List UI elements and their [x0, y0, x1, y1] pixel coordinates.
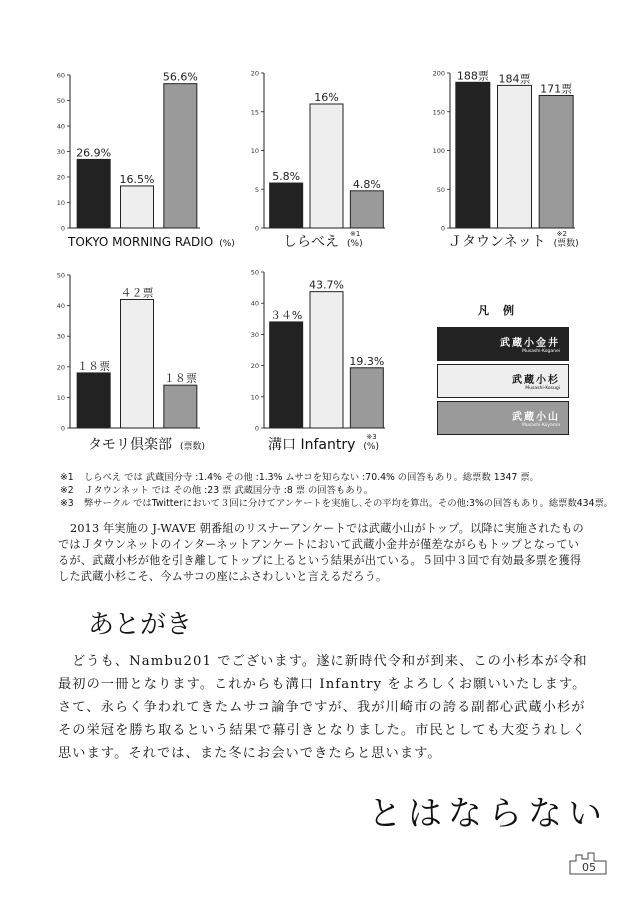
bar: [270, 322, 303, 428]
legend-sublabel: Musashi-Koyama: [522, 423, 560, 428]
y-tick-label: 40: [250, 299, 259, 308]
legend-label: 武蔵小山: [512, 412, 560, 423]
y-tick-label: 50: [56, 271, 65, 280]
legend-item-kosugi: [437, 364, 569, 398]
legend-label: 武蔵小金井: [500, 338, 560, 349]
footnote-text: Ｊタウンネット では その他 :23 票 武蔵国分寺 :8 票 の回答もあり。: [84, 485, 374, 496]
afterword-title: あとがき: [88, 610, 193, 640]
legend: [434, 302, 572, 436]
y-tick-label: 10: [250, 147, 259, 155]
y-tick-label: 50: [56, 97, 65, 105]
y-tick-label: 30: [250, 330, 259, 339]
bar: [539, 95, 573, 228]
data-label: 16.5%: [119, 172, 155, 186]
footnote-3: [60, 497, 614, 510]
page-number: 05: [582, 861, 596, 874]
footnote-text: しらべえ では 武蔵国分寺 :1.4% その他 :1.3% ムサコを知らない :70.4% の回答もあり。総票数 1347 票。: [84, 472, 539, 483]
summary-paragraph: 2013 年実施の J-WAVE 朝番組のリスナーアンケートでは武蔵小山がトップ。以降に実施されたものではＪタウンネットのインターネットアンケートにおいて武蔵小金井が僅差ながらもトップとなっているが、武蔵小杉が他を引き離してトップに上るという結果が出ている。５回中３回で有効最多票を獲得した武蔵小杉こそ、今ムサコの座にふさわしいと言えるだろう。: [58, 522, 584, 583]
y-tick-label: 0: [60, 224, 65, 233]
chart-title: タモリ倶楽部: [88, 437, 172, 453]
y-tick-label: 100: [432, 147, 445, 155]
y-tick-label: 5: [254, 185, 259, 194]
chart-note-mark: ※2: [556, 230, 567, 238]
y-tick-label: 50: [250, 268, 259, 277]
chart-title: 溝口 Infantry: [268, 437, 356, 453]
bar: [77, 373, 110, 428]
y-tick-label: 40: [56, 302, 65, 311]
y-tick-label: 0: [440, 224, 445, 233]
y-tick-label: 10: [56, 393, 65, 402]
legend-label: 武蔵小杉: [512, 375, 560, 386]
bar: [270, 183, 303, 228]
y-tick-label: 10: [250, 393, 259, 402]
y-tick-label: 0: [254, 424, 259, 433]
data-label: 188票: [456, 69, 489, 83]
y-tick-label: 200: [432, 69, 445, 78]
bar: [350, 191, 383, 228]
bar: [121, 299, 154, 428]
bar: [498, 85, 532, 228]
y-tick-label: 60: [56, 71, 65, 80]
data-label: １８票: [163, 372, 197, 386]
bar: [310, 292, 343, 428]
y-tick-label: 0: [60, 424, 65, 433]
chart-note-mark: ※3: [366, 433, 377, 441]
data-label: 171票: [540, 82, 573, 96]
footnote-2: [60, 484, 600, 497]
bar: [121, 186, 154, 228]
footnote-1: [60, 471, 600, 484]
y-tick-label: 50: [436, 185, 445, 194]
data-label: 56.6%: [162, 70, 198, 84]
y-tick-label: 40: [56, 122, 65, 131]
y-tick-label: 150: [432, 108, 445, 117]
y-tick-label: 20: [56, 173, 65, 182]
bar: [310, 104, 343, 228]
legend-sublabel: Musashi-Koganei: [522, 349, 560, 354]
footnote-mark: ※1: [60, 472, 74, 483]
bar: [164, 84, 197, 228]
chart-unit: (%): [347, 239, 363, 249]
data-label: １８票: [77, 359, 111, 373]
afterword-body: どうも、Nambu201 でございます。遂に新時代令和が到来、この小杉本が令和最初の一冊となります。これからも溝口 Infantry をよろしくお願いいたします。さて、永らく争われてきたムサコ論争ですが、我が川崎市の誇る副都心武蔵小杉がその栄冠を勝ち取るという結果で幕引きとなりました。市民としても大変うれしく思います。それでは、また冬にお会いできたらと思います。: [58, 654, 588, 761]
y-tick-label: 20: [250, 69, 259, 78]
page-number-badge: [568, 849, 608, 875]
chart-unit: (%): [363, 442, 379, 452]
data-label: ３４%: [269, 308, 303, 322]
chart-unit: (票数): [553, 239, 579, 249]
bar: [77, 159, 110, 228]
chart-title: Ｊタウンネット: [448, 234, 546, 250]
footnotes: [60, 471, 614, 510]
y-tick-label: 0: [254, 224, 259, 233]
footnote-text: 弊サークル ではTwitterにおいて３回に分けてアンケートを実施し､その平均を算出。その他:3%の回答もあり。総票数434票。: [84, 498, 614, 509]
y-tick-label: 30: [56, 332, 65, 341]
chart-unit: (票数): [180, 442, 206, 452]
bar: [350, 368, 383, 428]
y-tick-label: 20: [250, 362, 259, 371]
data-label: 19.3%: [349, 354, 385, 368]
y-tick-label: 30: [56, 148, 65, 156]
data-label: 26.9%: [76, 146, 112, 160]
legend-item-koganei: [437, 327, 569, 361]
data-label: 43.7%: [309, 278, 344, 292]
y-tick-label: 15: [250, 108, 259, 117]
legend-item-koyama: [437, 401, 569, 435]
data-label: 4.8%: [352, 177, 381, 191]
y-tick-label: 20: [56, 363, 65, 372]
y-tick-label: 10: [56, 199, 65, 207]
afterword-signature: とはならない: [368, 794, 608, 834]
bar: [164, 385, 197, 428]
legend-title: 凡例: [478, 304, 528, 317]
chart-title: TOKYO MORNING RADIO: [68, 235, 214, 249]
footnote-mark: ※3: [60, 498, 74, 509]
footnote-mark: ※2: [60, 485, 74, 496]
data-label: 184票: [498, 72, 531, 86]
data-label: ４２票: [120, 286, 154, 300]
chart-unit: (%): [219, 239, 235, 249]
chart-note-mark: ※1: [350, 230, 361, 238]
data-label: 5.8%: [272, 170, 301, 184]
legend-sublabel: Musashi-Kosugi: [525, 386, 560, 391]
chart-title: しらべえ: [283, 234, 339, 250]
bar: [456, 82, 490, 228]
data-label: 16%: [314, 91, 339, 104]
